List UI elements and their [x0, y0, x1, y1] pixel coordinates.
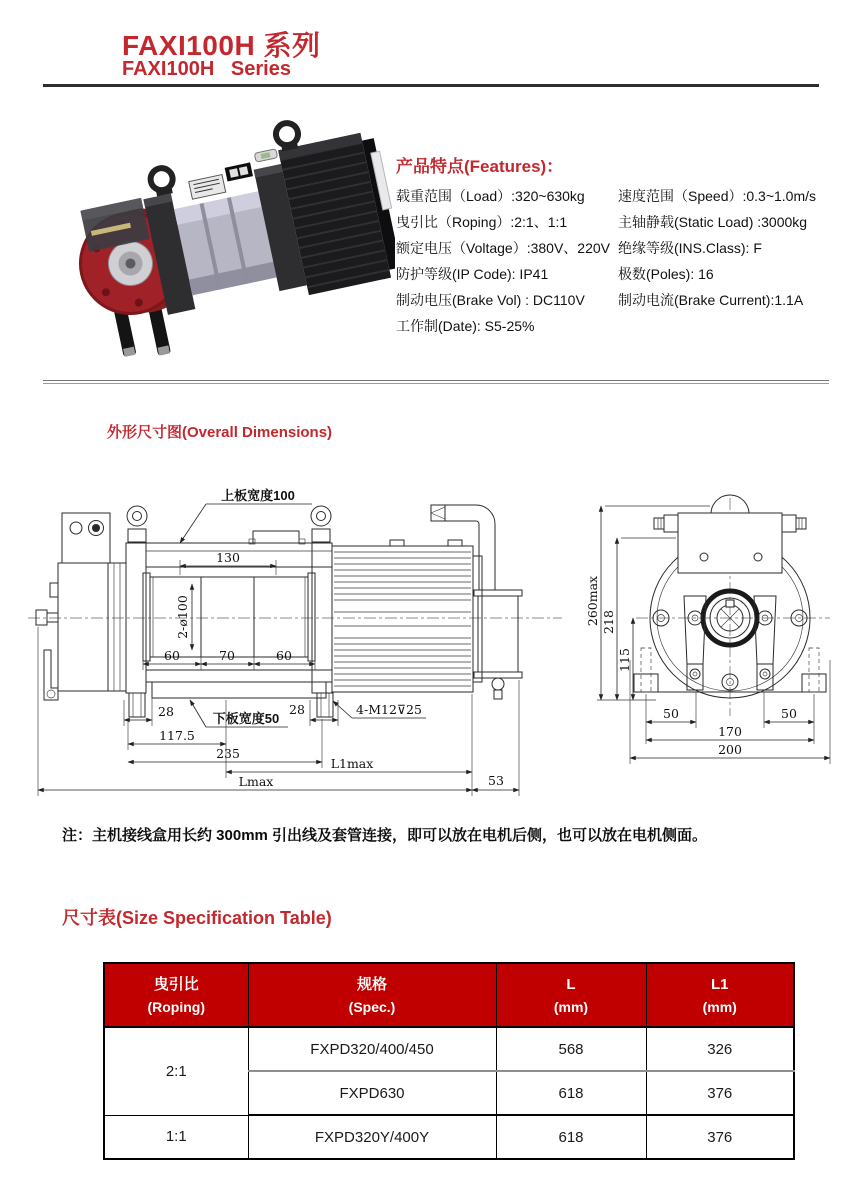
- size-specification-table: [103, 962, 795, 1160]
- dim-60-right: 60: [276, 648, 292, 663]
- traction-machine-illustration: [60, 112, 395, 368]
- dim-115: 115: [617, 648, 632, 672]
- feature-ip-code: 防护等级(IP Code): IP41: [396, 266, 549, 282]
- table-heading: 尺寸表(Size Specification Table): [62, 908, 332, 928]
- col-header-l: [496, 963, 646, 1027]
- cell-roping-1-1: 1:1: [104, 1115, 248, 1159]
- dim-top-plate-width: 上板宽度100: [221, 488, 295, 503]
- header-divider: [43, 84, 819, 87]
- cell-l1-2: 376: [646, 1071, 794, 1115]
- col-header-l1-en: (mm): [702, 999, 737, 1015]
- feature-voltage: 额定电压（Voltage）:380V、220V: [396, 240, 610, 256]
- section-divider: [43, 380, 829, 384]
- col-header-l1: [646, 963, 794, 1027]
- features-heading: 产品特点(Features)：: [396, 157, 564, 176]
- side-view: [28, 505, 562, 717]
- col-header-l1-cn: L1: [710, 976, 729, 993]
- feature-ins-class: 绝缘等级(INS.Class): F: [618, 240, 762, 256]
- dim-170: 170: [718, 724, 742, 739]
- dim-130: 130: [216, 550, 240, 565]
- cell-l-3: 618: [496, 1115, 646, 1159]
- cell-l-2: 618: [496, 1071, 646, 1115]
- dim-l1max: L1max: [330, 756, 374, 771]
- cell-l1-3: 376: [646, 1115, 794, 1159]
- dim-bolt-callout: 4-M12⊽25: [356, 702, 422, 717]
- dim-218: 218: [601, 610, 616, 634]
- col-header-l-en: (mm): [553, 999, 589, 1015]
- cell-l-1: 568: [496, 1027, 646, 1071]
- dim-117-5: 117.5: [159, 728, 195, 743]
- product-photo: [50, 112, 395, 370]
- feature-roping: 曳引比（Roping）:2:1、1:1: [396, 214, 568, 230]
- col-header-roping-cn: 曳引比: [153, 976, 199, 993]
- dim-235: 235: [216, 746, 240, 761]
- dim-70: 70: [219, 648, 235, 663]
- feature-duty: 工作制(Date): S5-25%: [396, 318, 535, 334]
- dimensions-heading: 外形尺寸图(Overall Dimensions): [107, 424, 333, 441]
- dimensions-drawing: [0, 455, 859, 815]
- dim-bottom-plate-width: 下板宽度50: [212, 711, 280, 726]
- dim-260max: 260max: [585, 575, 600, 627]
- col-header-spec-cn: 规格: [356, 976, 387, 993]
- feature-load: 载重范围（Load）:320~630kg: [396, 188, 585, 204]
- dim-50-right: 50: [781, 706, 797, 721]
- feature-static-load: 主轴静载(Static Load) :3000kg: [618, 214, 808, 230]
- table-row: [104, 1115, 794, 1159]
- cell-roping-2-1: 2:1: [104, 1027, 248, 1115]
- page-title-en: FAXI100H Series: [122, 58, 291, 80]
- cell-l1-1: 326: [646, 1027, 794, 1071]
- end-view: [634, 495, 830, 716]
- dim-lmax: Lmax: [238, 774, 274, 789]
- dim-50-left: 50: [663, 706, 679, 721]
- dim-28-right: 28: [289, 702, 305, 717]
- dim-2xdia100: 2-ø100: [175, 595, 190, 639]
- note-text: 注：主机接线盒用长约 300mm 引出线及套管连接，即可以放在电机后侧，也可以放在电机侧面。: [62, 827, 708, 844]
- dim-53: 53: [488, 773, 504, 788]
- cell-spec-3: FXPD320Y/400Y: [248, 1115, 496, 1159]
- features-section: [396, 152, 858, 336]
- feature-brake-voltage: 制动电压(Brake Vol) : DC110V: [396, 292, 585, 308]
- page-title-cn: FAXI100H 系列: [122, 30, 321, 61]
- dim-28-left: 28: [158, 704, 174, 719]
- col-header-roping-en: (Roping): [147, 999, 206, 1015]
- feature-speed: 速度范围（Speed）:0.3~1.0m/s: [618, 188, 817, 204]
- col-header-spec: [248, 963, 496, 1027]
- table-row: [104, 1027, 794, 1071]
- col-header-spec-en: (Spec.): [348, 999, 396, 1015]
- col-header-l-cn: L: [566, 976, 576, 993]
- col-header-roping: [104, 963, 248, 1027]
- cell-spec-1: FXPD320/400/450: [248, 1027, 496, 1071]
- dim-200: 200: [718, 742, 742, 757]
- feature-poles: 极数(Poles): 16: [618, 266, 714, 282]
- cell-spec-2: FXPD630: [248, 1071, 496, 1115]
- feature-brake-current: 制动电流(Brake Current):1.1A: [618, 292, 804, 308]
- dim-60-left: 60: [164, 648, 180, 663]
